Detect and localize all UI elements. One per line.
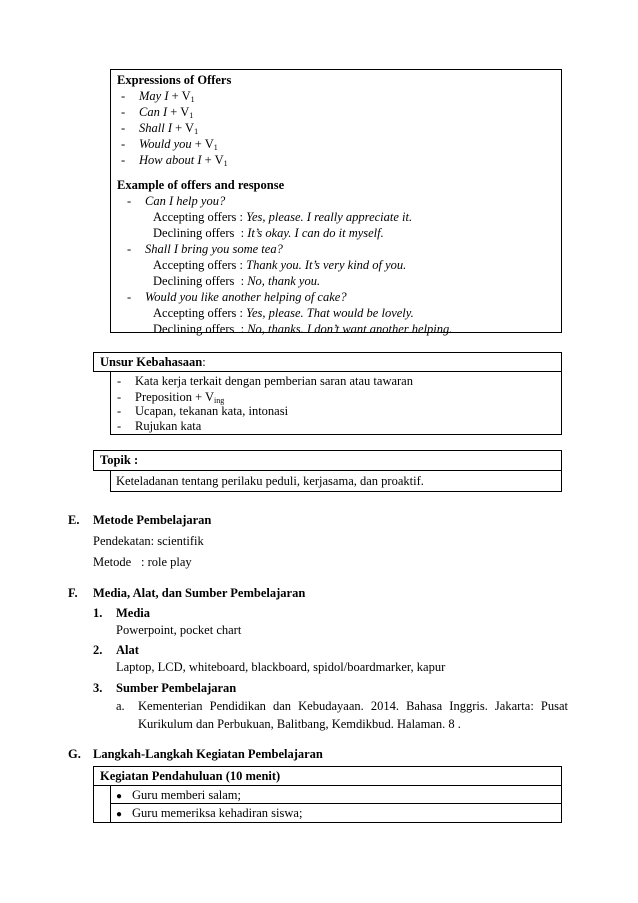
example-accept: Accepting offers : Yes, please. That would be lovely. <box>153 306 414 320</box>
alat-number: 2. <box>93 643 103 657</box>
alat-title: Alat <box>116 643 139 657</box>
unsur-heading: Unsur Kebahasaan: <box>100 355 206 369</box>
kegiatan-heading-divider <box>93 785 562 786</box>
topik-text: Keteladanan tentang perilaku peduli, kerjasama, dan proaktif. <box>116 474 424 488</box>
media-number: 1. <box>93 606 103 620</box>
section-f-title: Media, Alat, dan Sumber Pembelajaran <box>93 586 306 600</box>
example-decline: Declining offers : No, thanks. I don’t want another helping. <box>153 322 453 336</box>
kegiatan-bullet-item: ● Guru memeriksa kehadiran siswa; <box>116 805 302 823</box>
topik-heading-box <box>93 450 562 471</box>
example-accept: Accepting offers : Yes, please. I really appreciate it. <box>153 210 413 224</box>
sumber-letter: a. <box>116 699 125 713</box>
expression-item: - May $I + V_1$ <box>121 89 195 104</box>
unsur-item: - Preposition + $V_{ing}$ <box>117 390 225 405</box>
pendekatan-line: Pendekatan: scientifik <box>93 534 204 548</box>
sumber-text-line2: Kurikulum dan Perbukuan, Balitbang, Kemdikbud. Halaman. 8 . <box>138 717 461 731</box>
bullet-icon: ● <box>116 809 123 820</box>
topik-heading: Topik : <box>100 453 139 467</box>
metode-value: : role play <box>141 555 192 569</box>
section-f-letter: F. <box>68 586 78 600</box>
unsur-item: - Ucapan, tekanan kata, intonasi <box>117 404 289 418</box>
kegiatan-bullet-item: ● Guru memberi salam; <box>116 787 241 805</box>
kegiatan-indent-line <box>110 785 111 823</box>
expression-item: - Can $I + V_1$ <box>121 105 194 120</box>
expression-item: - Would you + $V_1$ <box>121 137 218 152</box>
example-heading: Example of offers and response <box>117 178 285 192</box>
unsur-item: - Rujukan kata <box>117 419 202 433</box>
expression-item: - How about $I + V_1$ <box>121 153 228 168</box>
example-question: - Can I help you? <box>127 194 226 208</box>
sumber-number: 3. <box>93 681 103 695</box>
section-g-letter: G. <box>68 747 81 761</box>
bullet-icon: ● <box>116 791 123 802</box>
sumber-text-line1: Kementerian Pendidikan dan Kebudayaan. 2014. Bahasa Inggris. Jakarta: Pusat <box>138 699 568 713</box>
unsur-item: - Kata kerja terkait dengan pemberian saran atau tawaran <box>117 374 413 388</box>
example-decline: Declining offers : It’s okay. I can do it myself. <box>153 226 384 240</box>
media-title: Media <box>116 606 151 620</box>
section-e-letter: E. <box>68 513 80 527</box>
metode-label: Metode <box>93 555 132 569</box>
example-question: - Would you like another helping of cake? <box>127 290 347 304</box>
example-accept: Accepting offers : Thank you. It’s very kind of you. <box>153 258 407 272</box>
expression-item: - Shall $I + V_1$ <box>121 121 199 136</box>
offers-heading: Expressions of Offers <box>117 73 232 87</box>
section-g-title: Langkah-Langkah Kegiatan Pembelajaran <box>93 747 323 761</box>
example-decline: Declining offers : No, thank you. <box>153 274 321 288</box>
kegiatan-heading: Kegiatan Pendahuluan (10 menit) <box>100 769 281 783</box>
alat-text: Laptop, LCD, whiteboard, blackboard, spidol/boardmarker, kapur <box>116 660 446 674</box>
media-text: Powerpoint, pocket chart <box>116 623 242 637</box>
example-question: - Shall I bring you some tea? <box>127 242 283 256</box>
section-e-title: Metode Pembelajaran <box>93 513 212 527</box>
sumber-title: Sumber Pembelajaran <box>116 681 237 695</box>
